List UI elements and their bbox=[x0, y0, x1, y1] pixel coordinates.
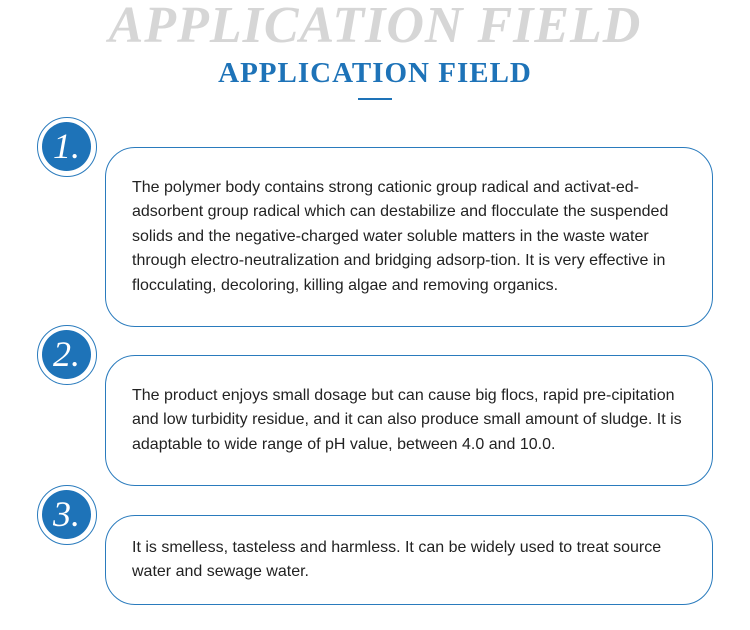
item-2-box bbox=[105, 355, 713, 486]
page-title: APPLICATION FIELD bbox=[218, 57, 532, 89]
title-divider bbox=[358, 98, 392, 100]
item-3-box bbox=[105, 515, 713, 605]
item-3-text: It is smelless, tasteless and harmless. It can be widely used to treat source water and sewage water. bbox=[132, 538, 662, 580]
item-2-number-badge: 2. bbox=[37, 325, 97, 385]
item-3-number-badge: 3. bbox=[37, 485, 97, 545]
item-1-text: The polymer body contains strong cationic group radical and activat-ed-adsorbent group radical which can destabilize and flocculate the suspended solids and the negative-charged water soluble matters in the waste water through electro-neutralization and bridging adsorp-tion. It is very effective in flocculating, decoloring, killing algae and removing organics. bbox=[132, 178, 669, 294]
item-1-number-badge: 1. bbox=[37, 117, 97, 177]
watermark-title: APPLICATION FIELD bbox=[108, 0, 642, 54]
item-2-text: The product enjoys small dosage but can cause big flocs, rapid pre-cipitation and low turbidity residue, and it can also produce small amount of sludge. It is adaptable to wide range of pH value, between 4.0 and 10.0. bbox=[132, 386, 682, 453]
item-1-box bbox=[105, 147, 713, 327]
